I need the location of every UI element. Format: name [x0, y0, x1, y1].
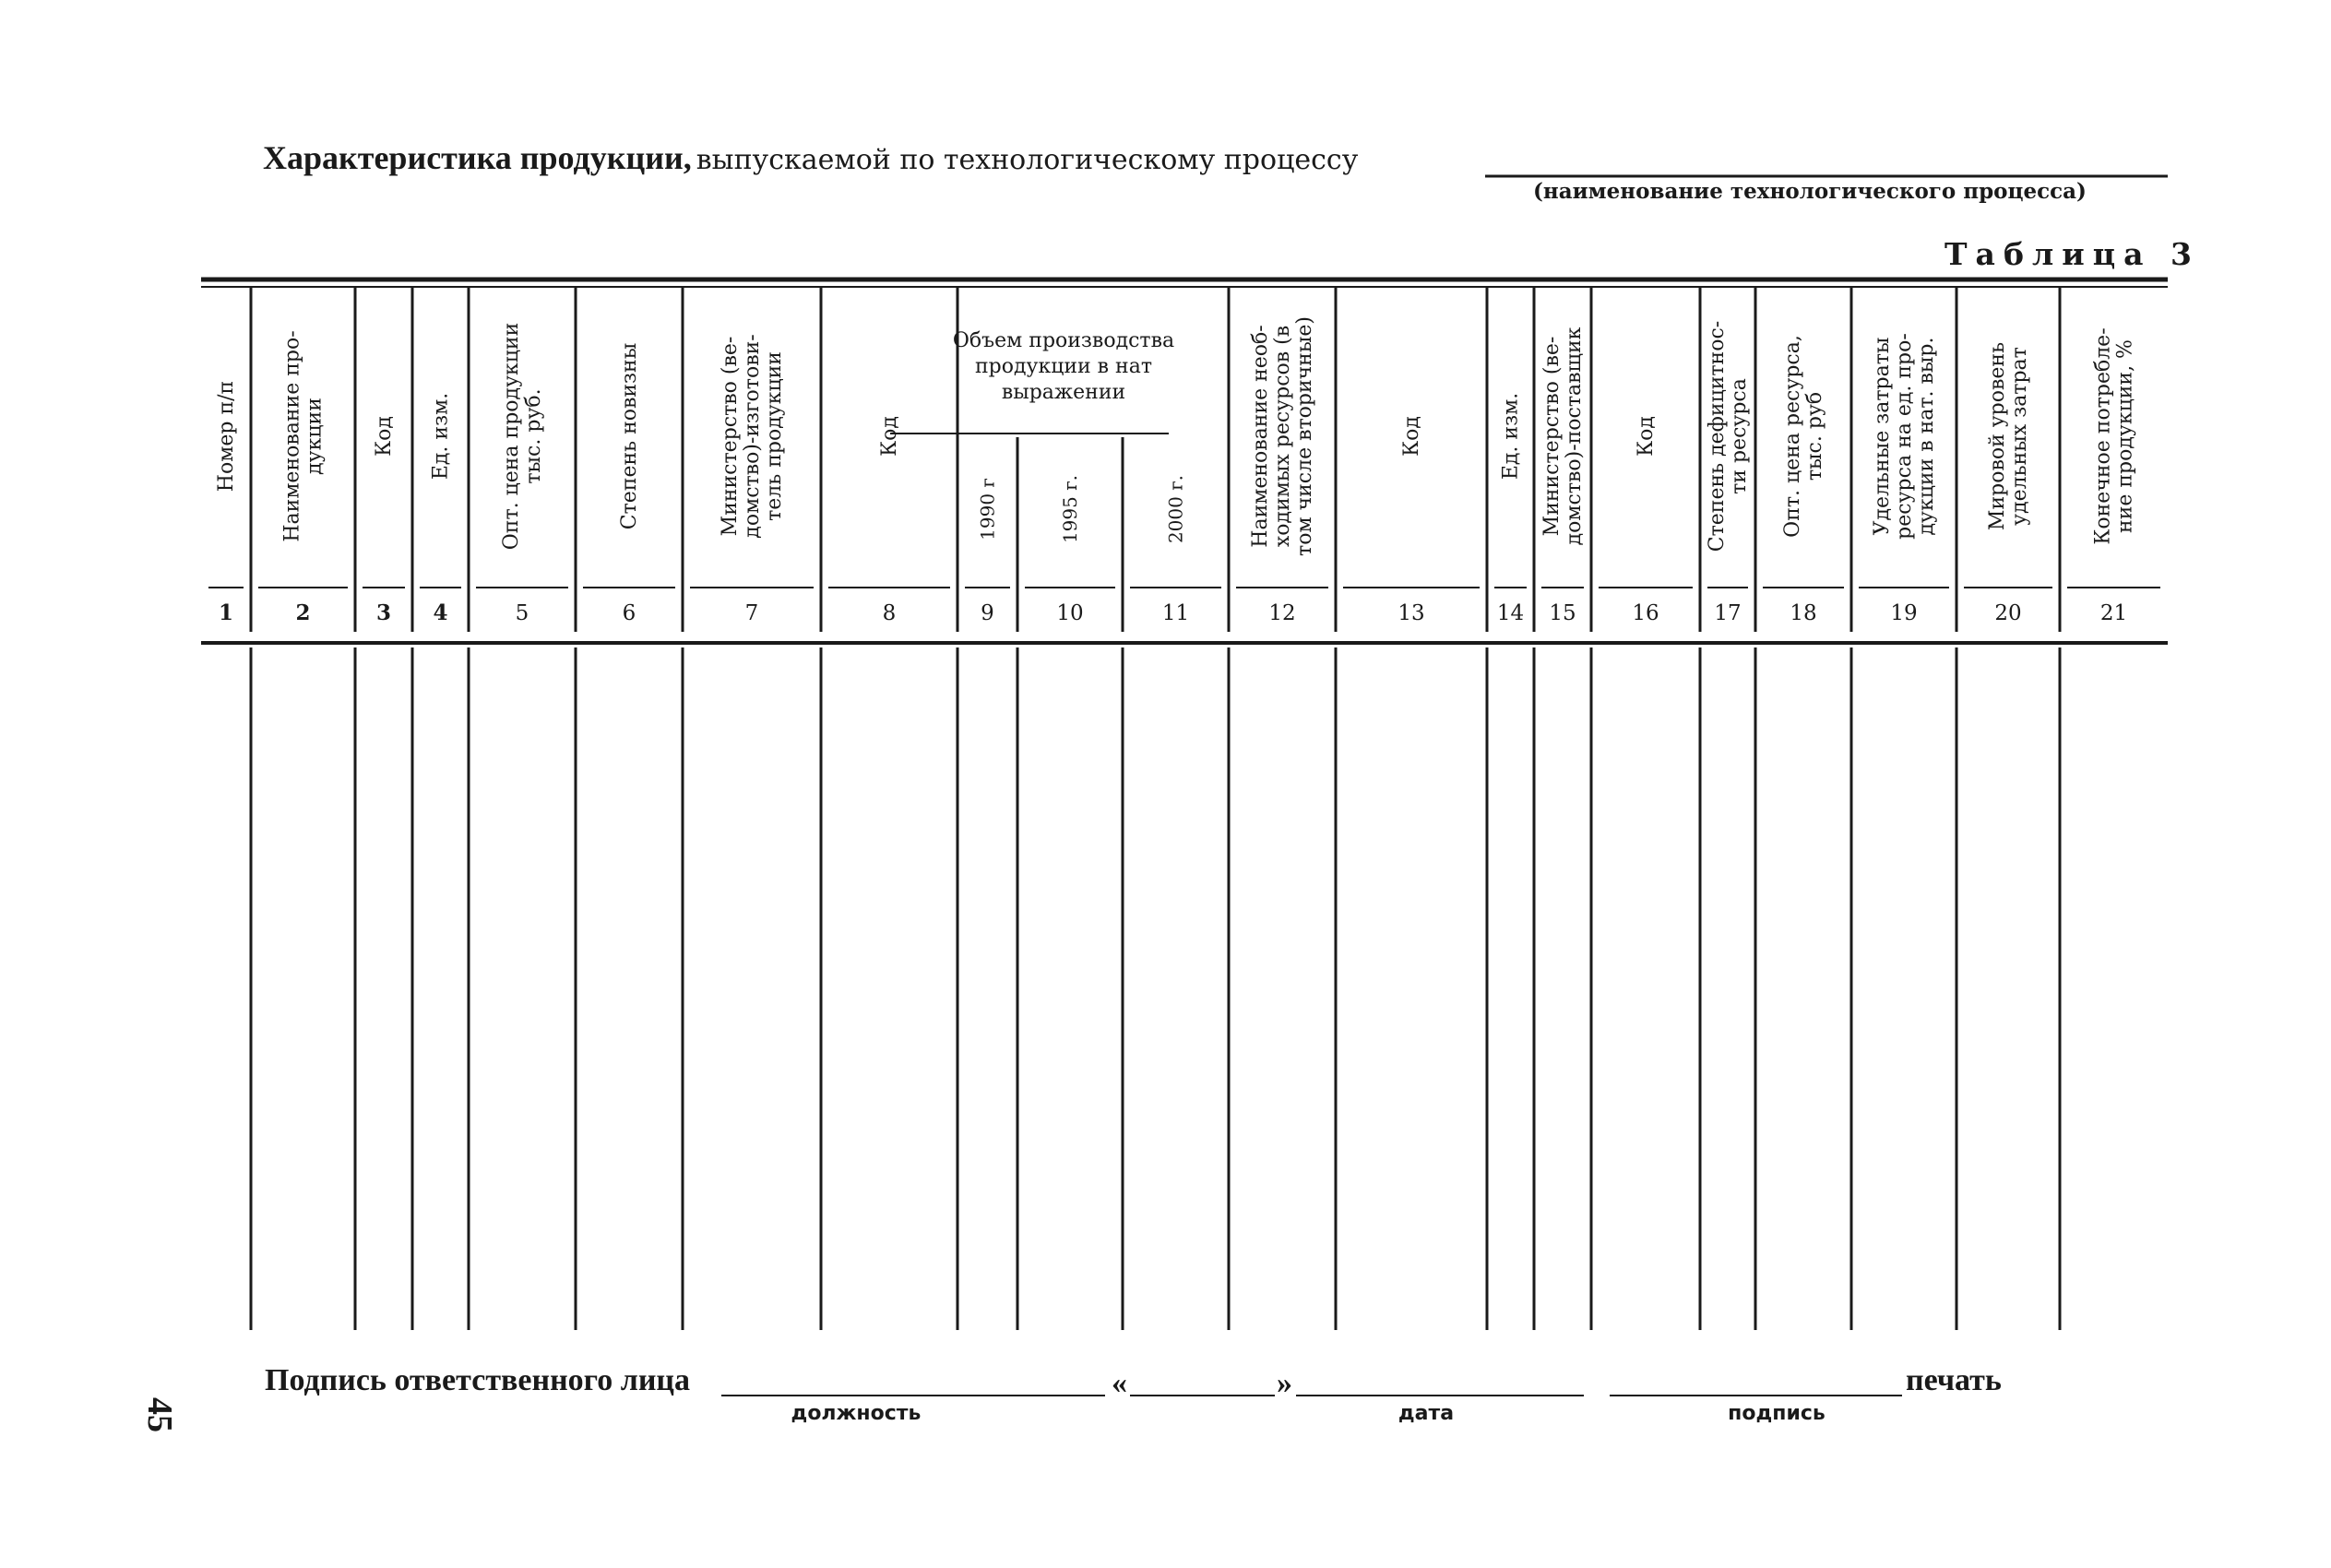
group-header-line: Объем производства [952, 329, 1175, 352]
column-header-line: Конечное потребле- [2091, 327, 2115, 545]
column-header-line: Код [373, 416, 396, 457]
group-header-line: продукции в нат [974, 355, 1153, 378]
column-header-line: Код [878, 416, 901, 457]
column-header-line: Ед. изм. [429, 392, 453, 481]
column-header-14 [1500, 393, 1523, 480]
column-header-11 [1165, 475, 1187, 543]
column-header-line: ние продукции, % [2113, 339, 2137, 533]
column-header-18 [1781, 335, 1826, 538]
column-header-line: Степень новизны [618, 342, 641, 530]
column-header-10 [1059, 475, 1081, 543]
column-header-line: Удельные затраты [1871, 337, 1894, 536]
column-number-21: 21 [2099, 601, 2128, 625]
column-header-line: ти ресурса [1728, 378, 1751, 494]
column-header-line: ресурса на ед. про- [1893, 333, 1916, 540]
column-number-8: 8 [882, 601, 897, 625]
column-header-line: тыс. руб. [522, 388, 545, 484]
close-quote: » [1277, 1366, 1292, 1400]
group-header-line: выражении [1001, 381, 1126, 404]
table-label: Таблица 3 [1944, 236, 2200, 272]
column-header-line: удельных затрат [2008, 347, 2031, 526]
column-header-7 [719, 334, 786, 538]
column-header-line: 1995 г. [1059, 474, 1081, 544]
column-header-line: тыс. руб [1803, 391, 1826, 481]
column-header-line: дукции [303, 398, 327, 475]
column-header-line: 1990 г [976, 478, 999, 540]
column-header-line: домство)-поставщик [1563, 327, 1586, 546]
column-header-1 [215, 381, 238, 492]
column-number-4: 4 [433, 600, 448, 625]
column-number-2: 2 [295, 600, 311, 625]
column-header-2 [281, 330, 327, 541]
column-header-6 [618, 343, 641, 529]
column-number-10: 10 [1056, 601, 1084, 625]
column-number-19: 19 [1890, 601, 1918, 625]
column-header-line: Министерство (ве- [1540, 336, 1564, 537]
column-header-line: Наименование необ- [1249, 325, 1272, 548]
column-header-line: дукции в нат. выр. [1915, 337, 1938, 536]
open-quote: « [1112, 1366, 1127, 1400]
column-header-20 [1986, 342, 2031, 530]
column-header-line: Номер п/п [215, 380, 238, 493]
column-header-line: Мировой уровень [1986, 341, 2009, 531]
signature-caption: подпись [1728, 1402, 1826, 1425]
heading-bold-text: Характеристика продукции, [263, 139, 692, 176]
column-header-line: Код [1635, 416, 1658, 457]
column-header-line: Степень дефицитнос- [1706, 320, 1729, 552]
process-name-caption: (наименование технологического процесса) [1533, 179, 2087, 204]
column-header-line: Министерство (ве- [719, 336, 742, 537]
column-header-line: Опт. цена продукции [500, 322, 523, 551]
column-number-15: 15 [1549, 601, 1576, 625]
column-header-5 [500, 323, 545, 551]
column-number-9: 9 [981, 601, 994, 625]
page-number: 45 [140, 1397, 179, 1432]
column-header-line: Код [1400, 416, 1423, 457]
column-header-line: 2000 г. [1164, 474, 1187, 544]
stamp-label: печать [1906, 1363, 2002, 1397]
column-header-line: тель продукции [763, 351, 786, 521]
signature-label: Подпись ответственного лица [265, 1363, 691, 1397]
column-number-11: 11 [1161, 601, 1190, 625]
position-caption: должность [791, 1402, 922, 1425]
column-header-3 [373, 416, 396, 457]
column-number-12: 12 [1268, 601, 1296, 625]
column-number-17: 17 [1714, 601, 1742, 625]
column-number-13: 13 [1397, 601, 1425, 625]
heading-plain-text: выпускаемой по технологическому процессу [696, 144, 1359, 176]
column-number-7: 7 [744, 601, 759, 625]
column-header-16 [1635, 416, 1658, 457]
column-number-20: 20 [1994, 601, 2022, 625]
column-header-12 [1249, 316, 1316, 556]
column-number-14: 14 [1496, 601, 1525, 625]
column-number-16: 16 [1632, 601, 1659, 625]
column-header-9 [977, 478, 999, 540]
column-number-6: 6 [622, 601, 636, 625]
column-number-18: 18 [1790, 601, 1817, 625]
column-header-19 [1871, 333, 1938, 540]
column-header-line: домство)-изготови- [741, 334, 764, 539]
column-number-5: 5 [515, 601, 529, 625]
column-header-13 [1400, 416, 1423, 457]
column-number-3: 3 [375, 600, 392, 625]
date-caption: дата [1397, 1402, 1455, 1425]
column-header-line: том числе вторичные) [1293, 316, 1316, 556]
column-header-15 [1540, 327, 1586, 545]
column-number-1: 1 [218, 600, 234, 625]
column-header-4 [430, 393, 453, 480]
column-header-line: Опт. цена ресурса, [1781, 335, 1804, 538]
column-header-8 [878, 416, 901, 457]
column-header-17 [1706, 321, 1751, 552]
column-header-line: Наименование про- [280, 330, 304, 542]
column-header-line: Ед. изм. [1499, 392, 1523, 481]
column-header-21 [2092, 327, 2137, 544]
column-header-line: ходимых ресурсов (в [1271, 325, 1294, 548]
